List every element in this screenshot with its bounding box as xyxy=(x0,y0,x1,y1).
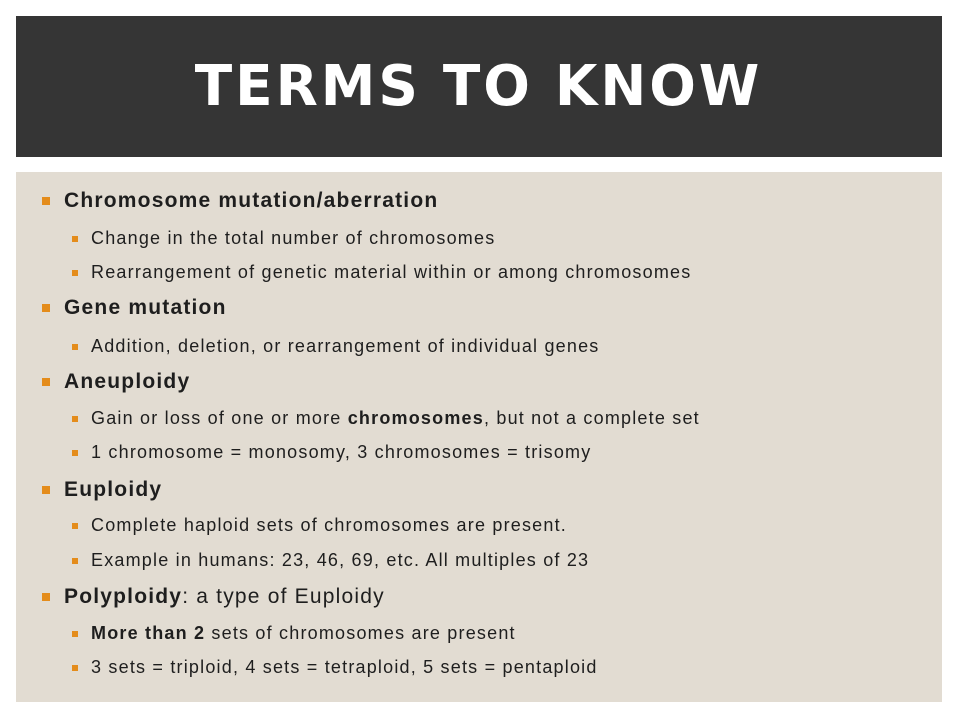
slide-title: TERMS TO KNOW xyxy=(195,53,763,119)
sub-bullet xyxy=(72,623,516,644)
text-part: Gain or loss of one or more xyxy=(91,408,348,428)
sub-bullet-text xyxy=(91,408,700,429)
content-panel xyxy=(16,172,942,702)
bullet-polyploidy xyxy=(42,585,385,609)
label-rest: : a type of Euploidy xyxy=(182,585,385,608)
bullet-label: Euploidy xyxy=(64,478,163,501)
text-part: , but not a complete set xyxy=(483,408,700,428)
bullet-gene-mutation xyxy=(42,296,227,320)
text-part: sets of chromosomes are present xyxy=(205,623,516,643)
text-part-bold: chromosomes xyxy=(347,408,484,428)
sub-bullet-text: Change in the total number of chromosomes xyxy=(91,228,496,248)
square-bullet-icon xyxy=(42,197,50,205)
sub-bullet xyxy=(72,442,591,463)
square-bullet-icon xyxy=(42,378,50,386)
title-bar xyxy=(16,16,942,157)
square-bullet-icon xyxy=(72,450,78,456)
bullet-label: Aneuploidy xyxy=(64,370,191,393)
bullet-aneuploidy xyxy=(42,370,190,394)
square-bullet-icon xyxy=(42,593,50,601)
square-bullet-icon xyxy=(72,236,78,242)
text-part-bold: More than 2 xyxy=(91,623,206,643)
square-bullet-icon xyxy=(72,631,78,637)
label-bold: Polyploidy xyxy=(64,585,183,608)
sub-bullet xyxy=(72,262,691,283)
sub-bullet xyxy=(72,515,567,536)
sub-bullet-text xyxy=(91,623,516,644)
square-bullet-icon xyxy=(42,486,50,494)
sub-bullet-text: Example in humans: 23, 46, 69, etc. All multiples of 23 xyxy=(91,550,590,570)
sub-bullet xyxy=(72,550,589,571)
sub-bullet-text: Addition, deletion, or rearrangement of individual genes xyxy=(91,336,600,356)
square-bullet-icon xyxy=(72,523,78,529)
sub-bullet-text: 3 sets = triploid, 4 sets = tetraploid, 5 sets = pentaploid xyxy=(91,657,598,677)
square-bullet-icon xyxy=(72,416,78,422)
sub-bullet xyxy=(72,657,598,678)
sub-bullet xyxy=(72,408,700,429)
bullet-euploidy xyxy=(42,478,162,502)
bullet-label xyxy=(64,585,385,609)
sub-bullet xyxy=(72,336,599,357)
bullet-chromosome-mutation xyxy=(42,189,438,213)
bullet-label: Chromosome mutation/aberration xyxy=(64,189,439,212)
square-bullet-icon xyxy=(72,344,78,350)
sub-bullet-text: Complete haploid sets of chromosomes are present. xyxy=(91,515,568,535)
bullet-label: Gene mutation xyxy=(64,296,227,319)
square-bullet-icon xyxy=(72,558,78,564)
sub-bullet-text: Rearrangement of genetic material within or among chromosomes xyxy=(91,262,692,282)
sub-bullet xyxy=(72,228,495,249)
square-bullet-icon xyxy=(42,304,50,312)
square-bullet-icon xyxy=(72,270,78,276)
sub-bullet-text: 1 chromosome = monosomy, 3 chromosomes = trisomy xyxy=(91,442,592,462)
square-bullet-icon xyxy=(72,665,78,671)
